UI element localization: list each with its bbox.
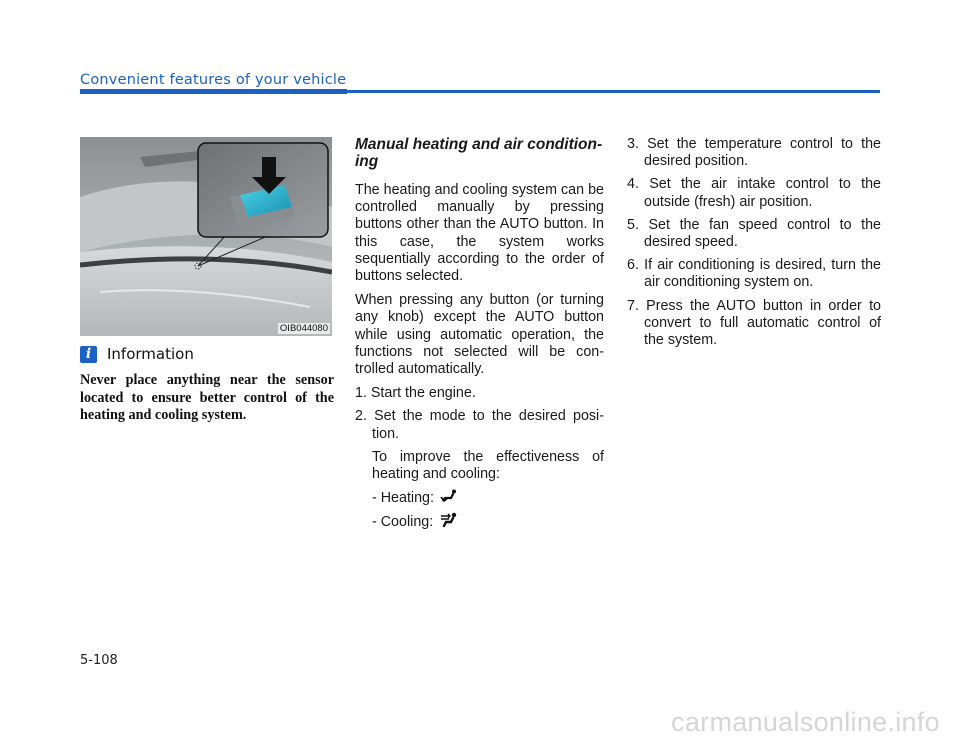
section-header: Convenient features of your vehicle	[80, 72, 347, 88]
header-rule-accent	[80, 89, 347, 94]
cooling-mode-line	[355, 512, 604, 533]
step-2-note: To improve the effectiveness of heating and cooling:	[372, 448, 604, 483]
step-4: 4. Set the air intake control to the outside (fresh) air position.	[627, 176, 881, 210]
step-1: 1. Start the engine.	[355, 385, 476, 402]
page-number: 5-108	[80, 653, 118, 668]
manual-section-column-1	[355, 136, 604, 538]
figure-code: OIB044080	[279, 323, 328, 334]
dashboard-sensor-illustration	[80, 137, 332, 336]
step-5: 5. Set the fan speed control to the desired speed.	[627, 216, 881, 251]
step-2: 2. Set the mode to the desired posi-tion.	[355, 408, 604, 442]
heating-mode-line	[355, 489, 604, 508]
watermark: carmanualsonline.info	[671, 707, 940, 737]
manual-section-heading: Manual heating and air condition-ing	[355, 136, 603, 170]
info-box-body: Never place anything near the sensor located to ensure better control of the heating and cooling system.	[80, 372, 334, 423]
info-box-title: Information	[107, 345, 194, 363]
step-3: 3. Set the temperature control to the desired position.	[627, 136, 881, 170]
cooling-label: - Cooling:	[372, 514, 434, 531]
manual-section-column-2	[627, 136, 881, 355]
manual-intro-paragraph-2: When pressing any button (or turning any knob) except the AUTO button while using automatic operation, the functions not selected will be con-trolled automatically.	[355, 292, 604, 378]
face-mode-icon	[439, 512, 459, 533]
step-6: 6. If air conditioning is desired, turn the air conditioning system on.	[627, 257, 881, 291]
info-box-header	[80, 345, 194, 363]
information-icon: i	[80, 346, 97, 363]
sensor-location-figure	[80, 137, 332, 336]
floor-mode-icon	[440, 489, 458, 508]
step-7: 7. Press the AUTO button in order to convert to full automatic control of the system.	[627, 297, 881, 349]
heating-label: - Heating:	[372, 490, 434, 507]
manual-intro-paragraph-1: The heating and cooling system can be controlled manually by pressing buttons other than the AUTO button. In this case, the system works sequentially according to the order of buttons selected.	[355, 182, 604, 285]
